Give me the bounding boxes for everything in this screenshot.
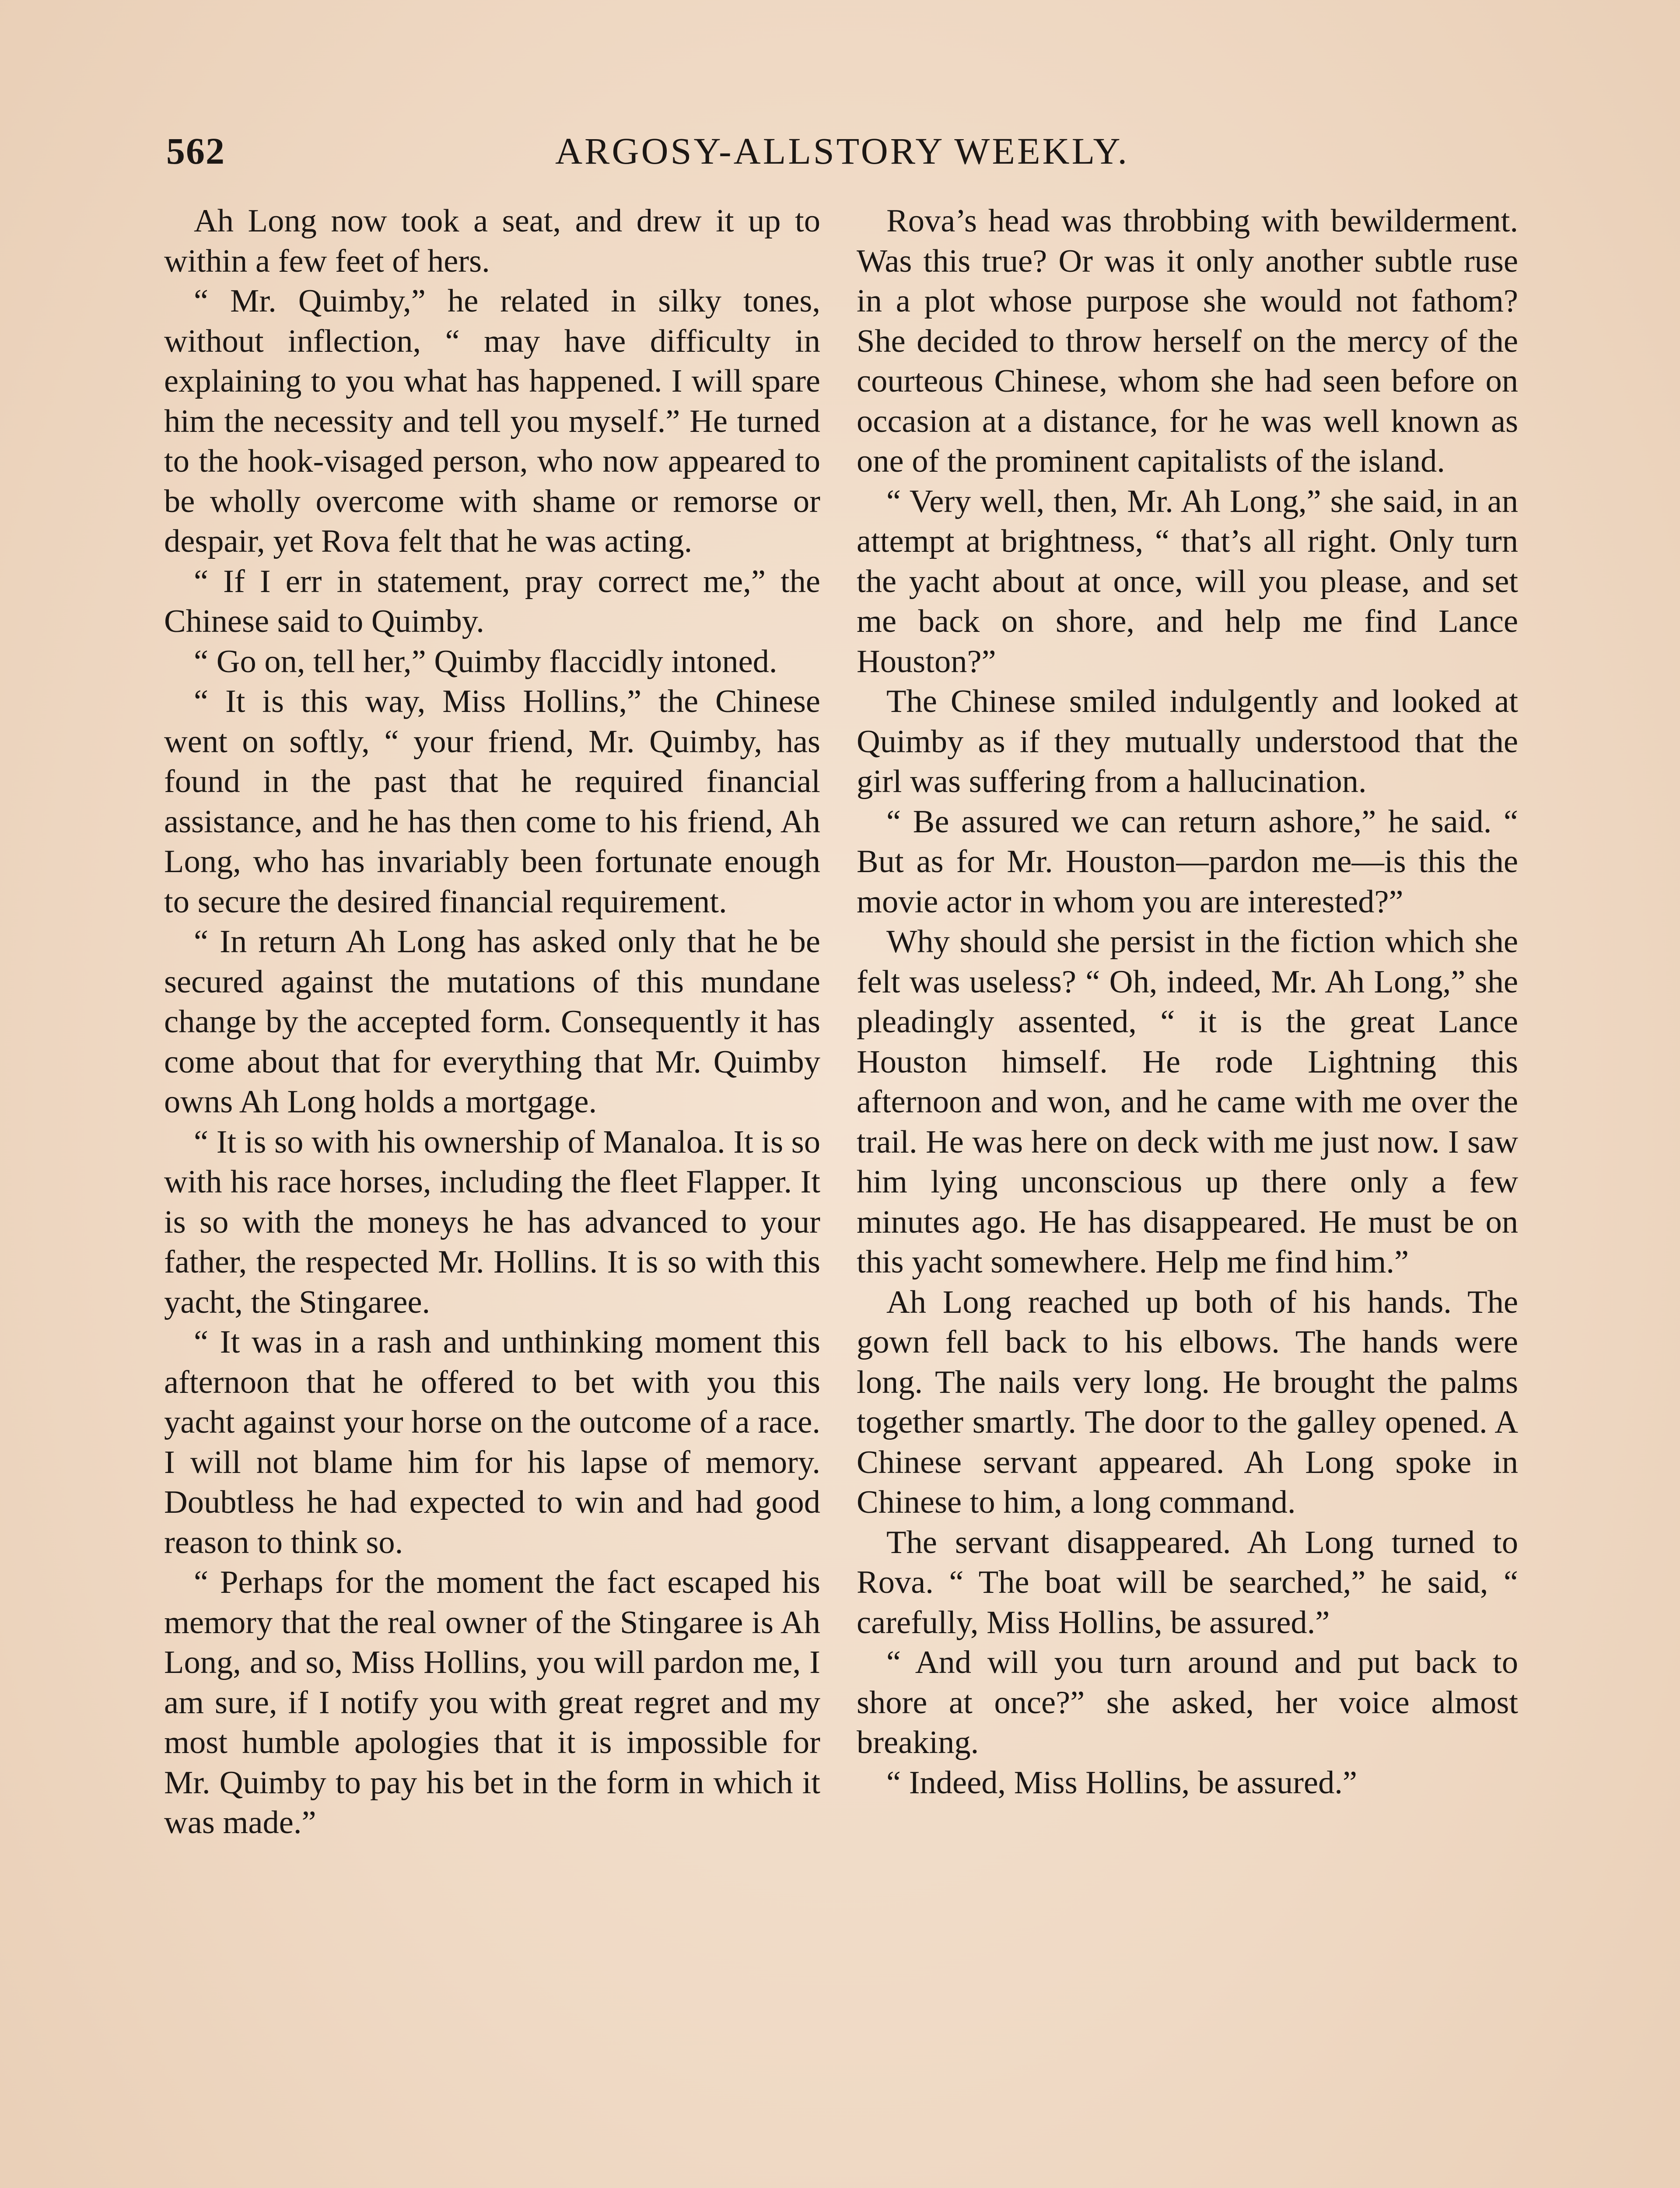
paragraph: “ It is this way, Miss Hollins,” the Chinese went on softly, “ your friend, Mr. Quimby, has found in the past that he required financial assistance, and he has then come to his friend, Ah Long, who has invariably been fortunate enough to secure the desired financial requirement.	[164, 684, 820, 920]
page-number: 562	[166, 130, 225, 172]
paragraph: The servant disappeared. Ah Long turned to Rova. “ The boat will be searched,” he said, “ carefully, Miss Hollins, be assured.”	[857, 1524, 1518, 1641]
page-header	[166, 123, 1518, 179]
paragraph: “ It was in a rash and unthinking moment this afternoon that he offered to bet with you this yacht against your horse on the outcome of a race. I will not blame him for his lapse of memory. Doubtless he had expected to win and had good reason to think so.	[164, 1324, 820, 1560]
paragraph: “ Perhaps for the moment the fact escaped his memory that the real owner of the Stingaree is Ah Long, and so, Miss Hollins, you will pardon me, I am sure, if I notify you with great regret and my most humble apologies that it is impossible for Mr. Quimby to pay his bet in the form in which it was made.”	[164, 1564, 820, 1841]
paragraph: “ Be assured we can return ashore,” he said. “ But as for Mr. Houston—pardon me—is this the movie actor in whom you are interested?”	[857, 803, 1518, 920]
paragraph: “ If I err in statement, pray correct me,” the Chinese said to Quimby.	[164, 563, 820, 639]
paragraph: “ It is so with his ownership of Manaloa. It is so with his race horses, including the fleet Flapper. It is so with the moneys he has advanced to your father, the respected Mr. Hollins. It is so with this yacht, the Stingaree.	[164, 1124, 820, 1320]
paragraph: Why should she persist in the fiction which she felt was useless? “ Oh, indeed, Mr. Ah Long,” she pleadingly assented, “ it is the great Lance Houston himself. He rode Lightning this afternoon and won, and he came with me over the trail. He was here on deck with me just now. I saw him lying unconscious up there only a few minutes ago. He has disappeared. He must be on this yacht somewhere. Help me find him.”	[857, 924, 1518, 1280]
right-text-column	[857, 201, 1518, 2188]
paragraph: “ In return Ah Long has asked only that he be secured against the mutations of this mundane change by the accepted form. Consequently it has come about that for everything that Mr. Quimby owns Ah Long holds a mortgage.	[164, 924, 820, 1120]
paragraph: “ Go on, tell her,” Quimby flaccidly intoned.	[194, 643, 777, 680]
paragraph: Ah Long reached up both of his hands. The gown fell back to his elbows. The hands were long. The nails very long. He brought the palms together smartly. The door to the galley opened. A Chinese servant appeared. Ah Long spoke in Chinese to him, a long command.	[857, 1284, 1518, 1520]
paragraph: “ Very well, then, Mr. Ah Long,” she said, in an attempt at brightness, “ that’s all right. Only turn the yacht about at once, will you please, and set me back on shore, and help me find Lance Houston?”	[857, 483, 1518, 680]
paragraph: “ Mr. Quimby,” he related in silky tones, without inflection, “ may have difficulty in explaining to you what has happened. I will spare him the necessity and tell you myself.” He turned to the hook-visaged person, who now appeared to be wholly overcome with shame or remorse or despair, yet Rova felt that he was acting.	[164, 283, 820, 559]
paragraph: “ Indeed, Miss Hollins, be assured.”	[886, 1764, 1357, 1801]
paragraph: Rova’s head was throbbing with bewilderment. Was this true? Or was it only another subtle ruse in a plot whose purpose she would not fathom? She decided to throw herself on the mercy of the courteous Chinese, whom she had seen before on occasion at a distance, for he was well known as one of the prominent capitalists of the island.	[857, 203, 1518, 479]
running-title: ARGOSY-ALLSTORY WEEKLY.	[555, 130, 1130, 172]
left-text-column	[164, 201, 820, 2188]
paragraph: “ And will you turn around and put back to shore at once?” she asked, her voice almost breaking.	[857, 1645, 1518, 1760]
paragraph: The Chinese smiled indulgently and looked at Quimby as if they mutually understood that the girl was suffering from a hallucination.	[857, 684, 1518, 799]
paragraph: Ah Long now took a seat, and drew it up to within a few feet of hers.	[164, 203, 820, 279]
